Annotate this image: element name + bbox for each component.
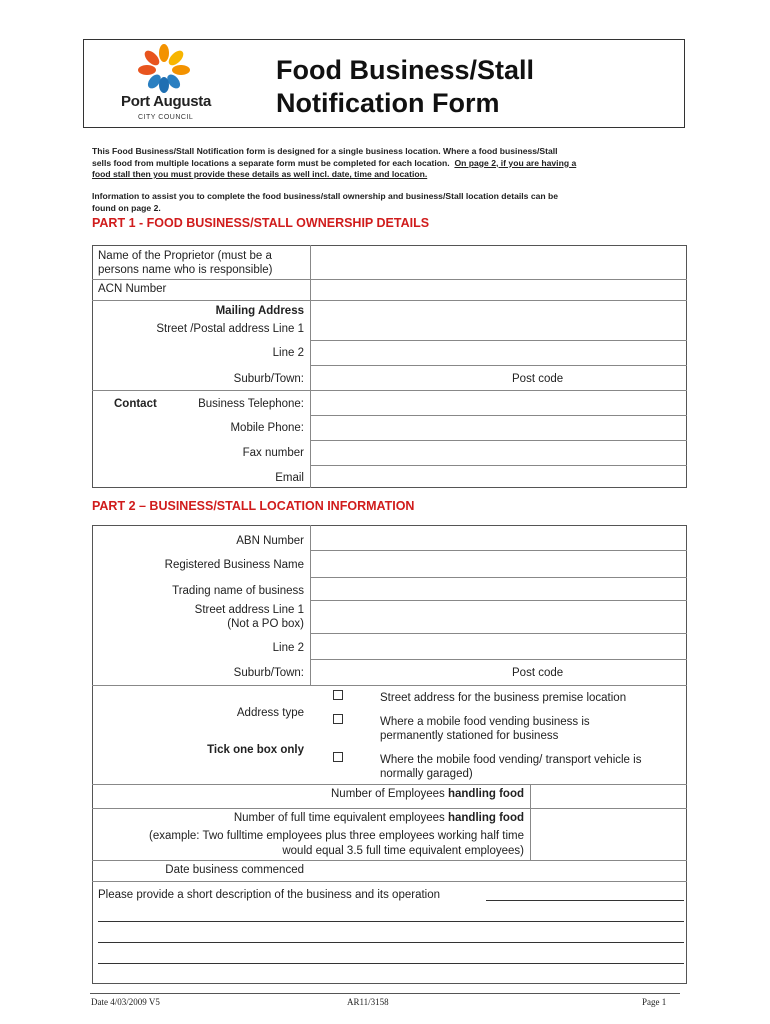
- acn-field[interactable]: [311, 280, 686, 300]
- fte-example-line1: (example: Two fulltime employees plus three employees working half time: [149, 830, 524, 842]
- address-type-mobile-stationed-label-cont: permanently stationed for business: [380, 730, 559, 742]
- description-line[interactable]: [98, 963, 684, 964]
- proprietor-name-field[interactable]: [311, 246, 686, 279]
- mailing-line2-field[interactable]: [311, 341, 686, 365]
- logo-name: Port Augusta: [121, 93, 212, 110]
- mailing-street-line1-field[interactable]: [311, 301, 686, 340]
- proprietor-label: Name of the Proprietor (must be a: [98, 250, 272, 262]
- registered-business-name-field[interactable]: [311, 551, 686, 577]
- proprietor-label-cont: persons name who is responsible): [98, 264, 273, 276]
- address-type-mobile-stationed-label: Where a mobile food vending business is: [380, 716, 590, 728]
- mailing-address-label: Mailing Address: [215, 305, 304, 317]
- location-street-line1-field[interactable]: [311, 601, 686, 633]
- registered-business-name-label: Registered Business Name: [164, 559, 304, 571]
- location-line2-label: Line 2: [272, 642, 304, 654]
- footer-reference: AR11/3158: [347, 997, 389, 1007]
- acn-label: ACN Number: [98, 283, 167, 295]
- street-line1-label: Street /Postal address Line 1: [156, 323, 304, 335]
- footer-page-number: Page 1: [642, 997, 667, 1007]
- date-commenced-label: Date business commenced: [165, 864, 304, 876]
- part2-heading: PART 2 – BUSINESS/STALL LOCATION INFORMATION: [92, 499, 415, 513]
- not-po-box-label: (Not a PO box): [227, 618, 304, 630]
- location-postcode-field[interactable]: [575, 660, 686, 685]
- address-type-vehicle-garaged-label-cont: normally garaged): [380, 768, 473, 780]
- intro-important-text: On page 2, if you are having a: [454, 157, 577, 168]
- business-telephone-label: Business Telephone:: [198, 398, 304, 410]
- trading-name-label: Trading name of business: [172, 585, 304, 597]
- location-postcode-label: Post code: [512, 667, 564, 679]
- port-augusta-logo-icon: [132, 42, 196, 94]
- location-suburb-field[interactable]: [311, 660, 501, 685]
- form-title-line1: Food Business/Stall: [276, 55, 535, 85]
- address-type-mobile-stationed-checkbox[interactable]: [333, 714, 343, 724]
- address-type-label: Address type: [236, 707, 304, 719]
- fte-example-line2: would equal 3.5 full time equivalent employees): [282, 845, 524, 857]
- intro-text: sells food from multiple locations a separate form must be completed for each location.: [92, 157, 450, 168]
- location-street-line1-label: Street address Line 1: [194, 604, 304, 616]
- suburb-label: Suburb/Town:: [233, 373, 304, 385]
- abn-label: ABN Number: [236, 535, 304, 547]
- employees-handling-food-field[interactable]: [531, 785, 686, 808]
- intro-paragraph-1: [92, 146, 692, 181]
- address-type-vehicle-garaged-checkbox[interactable]: [333, 752, 343, 762]
- fte-label: [96, 811, 524, 825]
- intro-line: Information to assist you to complete the food business/stall ownership and business/Stall location details can be: [92, 191, 559, 201]
- line2-label: Line 2: [272, 347, 304, 359]
- employees-handling-food-label: [100, 787, 524, 801]
- mailing-postcode-field[interactable]: [575, 366, 686, 390]
- description-line[interactable]: [98, 921, 684, 922]
- row-divider: [92, 881, 687, 882]
- abn-field[interactable]: [311, 526, 686, 550]
- location-suburb-label: Suburb/Town:: [233, 667, 304, 679]
- description-line[interactable]: [486, 900, 684, 901]
- tick-one-box-label: Tick one box only: [207, 744, 304, 756]
- location-line2-field[interactable]: [311, 634, 686, 659]
- row-divider: [92, 685, 687, 686]
- logo-subtitle: CITY COUNCIL: [138, 114, 194, 121]
- fte-label-bold: handling food: [447, 812, 524, 824]
- email-label: Email: [275, 472, 304, 484]
- fax-number-field[interactable]: [311, 441, 686, 465]
- employees-label-text: Number of Employees: [331, 788, 445, 800]
- employees-label-bold: handling food: [447, 788, 524, 800]
- description-line[interactable]: [98, 942, 684, 943]
- address-type-premise-label: Street address for the business premise location: [380, 692, 627, 704]
- intro-line: This Food Business/Stall Notification form is designed for a single business location. Where a food business/Stall: [92, 146, 558, 156]
- form-title-line2: Notification Form: [276, 88, 500, 118]
- email-field[interactable]: [311, 466, 686, 487]
- part1-heading: PART 1 - FOOD BUSINESS/STALL OWNERSHIP DETAILS: [92, 216, 430, 230]
- intro-line: found on page 2.: [92, 202, 161, 213]
- fte-label-text: Number of full time equivalent employees: [233, 812, 445, 824]
- intro-line: [92, 169, 692, 181]
- contact-label: Contact: [114, 398, 157, 410]
- footer-rule: [90, 993, 680, 994]
- intro-line: [92, 158, 692, 170]
- intro-paragraph-2: [92, 191, 692, 214]
- description-label: Please provide a short description of the business and its operation: [98, 889, 441, 901]
- footer-date: Date 4/03/2009 V5: [91, 997, 160, 1007]
- trading-name-field[interactable]: [311, 578, 686, 600]
- date-commenced-field[interactable]: [311, 861, 686, 881]
- fte-field[interactable]: [531, 809, 686, 860]
- address-type-vehicle-garaged-label: Where the mobile food vending/ transport vehicle is: [380, 754, 642, 766]
- intro-important-text: food stall then you must provide these details as well incl. date, time and location.: [92, 169, 428, 179]
- mobile-phone-field[interactable]: [311, 416, 686, 440]
- mailing-suburb-field[interactable]: [311, 366, 501, 390]
- fax-number-label: Fax number: [242, 447, 304, 459]
- business-telephone-field[interactable]: [311, 391, 686, 415]
- address-type-premise-checkbox[interactable]: [333, 690, 343, 700]
- postcode-label: Post code: [512, 373, 564, 385]
- mobile-phone-label: Mobile Phone:: [230, 422, 304, 434]
